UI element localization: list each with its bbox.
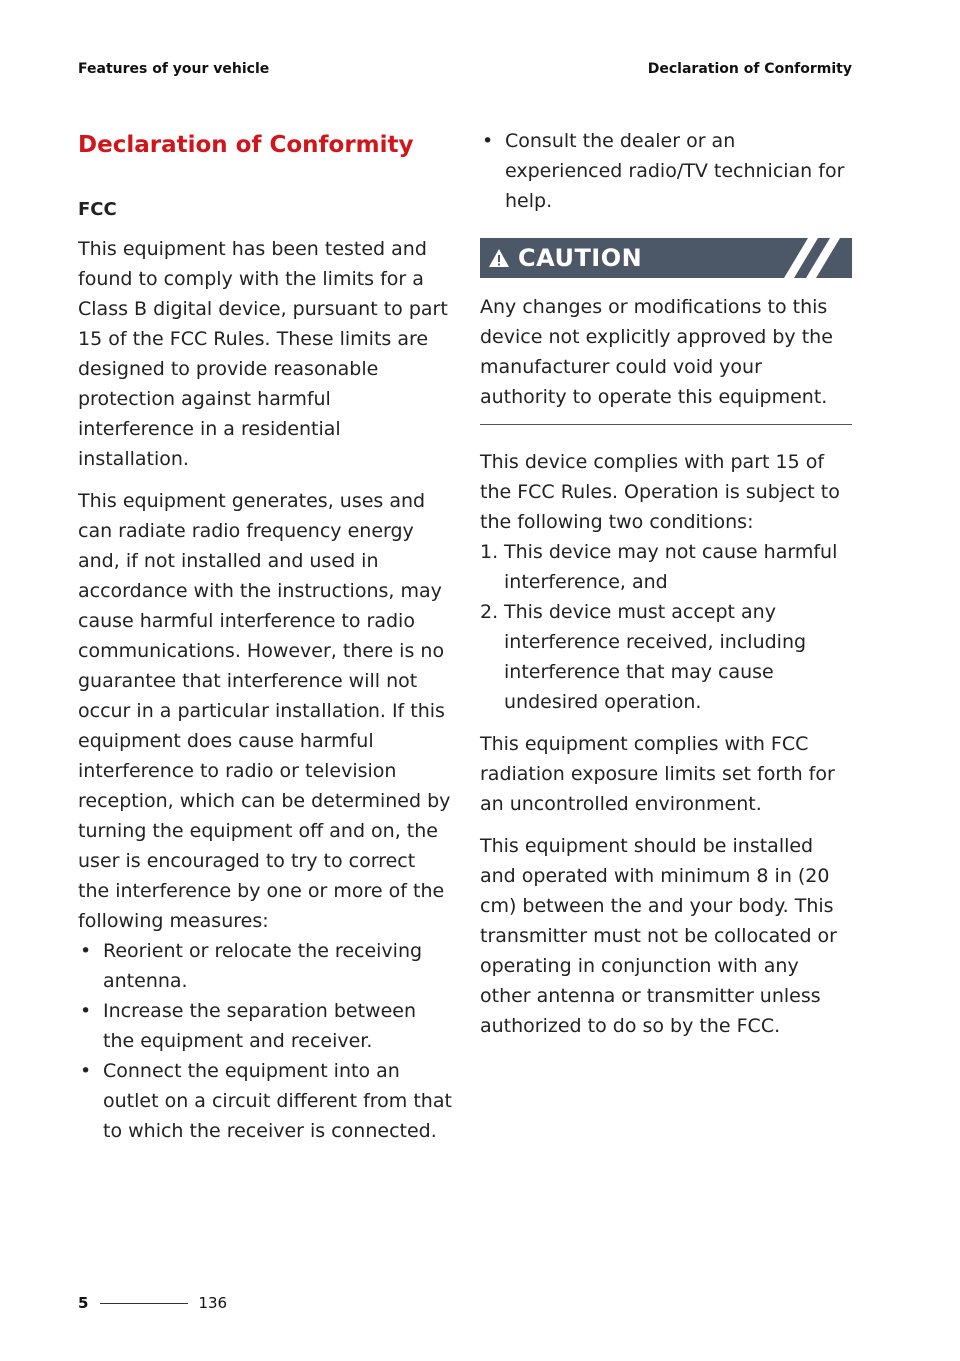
running-header-section: Features of your vehicle: [78, 61, 270, 77]
list-item: [480, 597, 852, 717]
measures-list-continued: [480, 126, 852, 216]
list-item: • Reorient or relocate the receiving antenna.: [78, 936, 452, 996]
list-number: 2.: [480, 601, 499, 623]
list-item: • Consult the dealer or an experienced radio/TV technician for help.: [480, 126, 852, 216]
right-column: [480, 126, 852, 1053]
section-heading-fcc: FCC: [78, 199, 117, 220]
list-text: This device may not cause harmful interference, and: [504, 541, 838, 593]
hazard-stripes-icon: [784, 238, 844, 278]
measures-list: [78, 936, 452, 1146]
left-column: [78, 126, 452, 1146]
paragraph: This equipment complies with FCC radiation exposure limits set forth for an uncontrolled environment.: [480, 733, 835, 815]
caution-banner: [480, 238, 852, 278]
paragraph: This equipment has been tested and found to comply with the limits for a Class B digital device, pursuant to part 15 of the FCC Rules. These limits are designed to provide reasonable protection against harmful interference in a residential installation.: [78, 238, 448, 470]
page-footer: [78, 1294, 227, 1312]
list-text: This device must accept any interference received, including interference that may cause undesired operation.: [504, 601, 807, 713]
caution-label: CAUTION: [518, 244, 643, 272]
conditions-list: [480, 537, 852, 717]
paragraph: This equipment generates, uses and can radiate radio frequency energy and, if not installed and used in accordance with the instructions, may cause harmful interference to radio communications. However, there is no guarantee that interference will not occur in a particular installation. If this equipment does cause harmful interference to radio or television reception, which can be determined by turning the equipment off and on, the user is encouraged to try to correct the interference by one or more of the following measures:: [78, 490, 451, 932]
footer-rule: [100, 1303, 188, 1304]
caution-text: Any changes or modifications to this device not explicitly approved by the manufacturer could void your authority to operate this equipment.: [480, 296, 833, 408]
page-title: Declaration of Conformity: [78, 132, 414, 158]
divider: [480, 424, 852, 425]
list-number: 1.: [480, 541, 499, 563]
list-item: • Increase the separation between the equipment and receiver.: [78, 996, 452, 1056]
warning-triangle-icon: [488, 248, 510, 268]
paragraph: This equipment should be installed and operated with minimum 8 in (20 cm) between the and your body. This transmitter must not be collocated or operating in conjunction with any other antenna or transmitter unless authorized to do so by the FCC.: [480, 835, 837, 1037]
running-header-topic: Declaration of Conformity: [647, 61, 852, 77]
page-number: 136: [198, 1294, 228, 1312]
chapter-number: 5: [78, 1294, 89, 1312]
paragraph: This device complies with part 15 of the FCC Rules. Operation is subject to the following two conditions:: [480, 451, 840, 533]
list-item: [480, 537, 852, 597]
list-item: • Connect the equipment into an outlet on a circuit different from that to which the receiver is connected.: [78, 1056, 452, 1146]
